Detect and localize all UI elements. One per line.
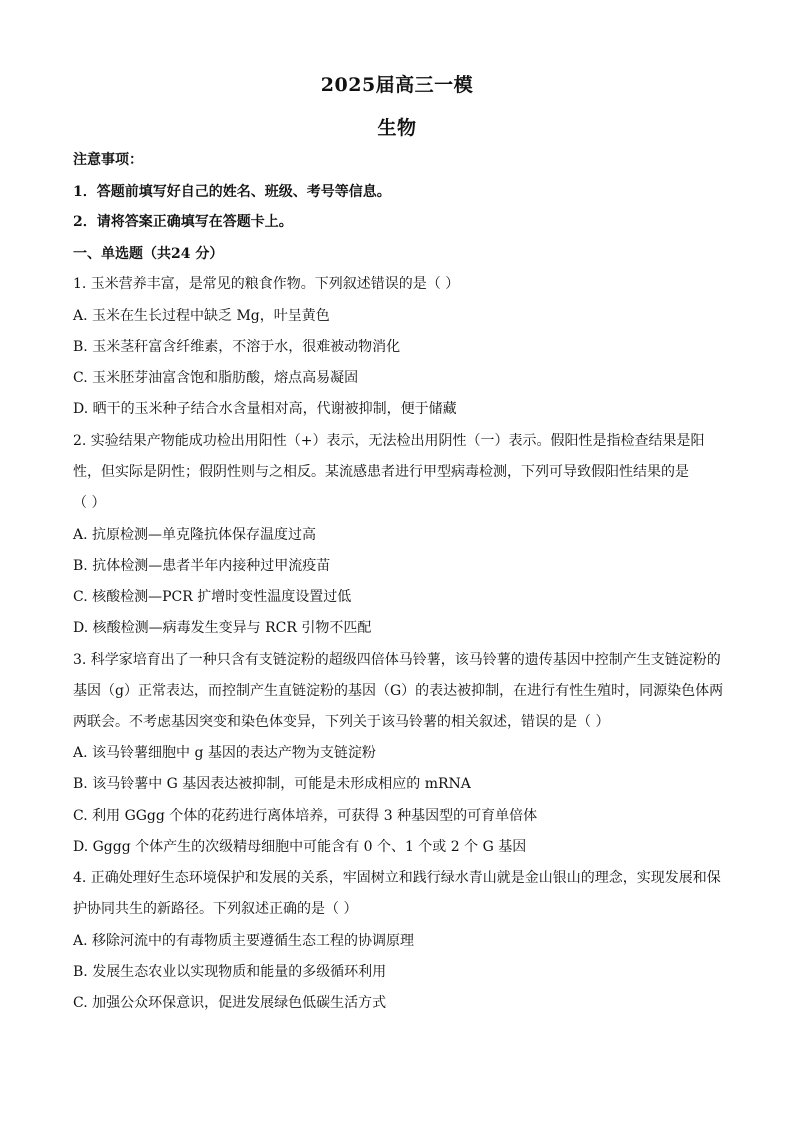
- question-2-option-a: A. 抗原检测—单克隆抗体保存温度过高: [73, 527, 317, 543]
- notice-item-2: 2．请将答案正确填写在答题卡上。: [73, 214, 293, 230]
- question-3-option-c: C. 利用 GGgg 个体的花药进行离体培养，可获得 3 种基因型的可育单倍体: [73, 808, 538, 824]
- exam-title: 2025届高三一模: [320, 74, 474, 96]
- question-3-stem-line-1: 3. 科学家培育出了一种只含有支链淀粉的超级四倍体马铃薯，该马铃薯的遗传基因中控制产生支链淀粉的: [73, 652, 721, 668]
- question-1-option-b: B. 玉米茎秆富含纤维素，不溶于水，很难被动物消化: [73, 339, 401, 355]
- notice-item-1: 1．答题前填写好自己的姓名、班级、考号等信息。: [73, 184, 391, 200]
- question-3-option-d: D. Gggg 个体产生的次级精母细胞中可能含有 0 个、1 个或 2 个 G 基因: [73, 839, 527, 855]
- section-heading: 一、单选题（共24 分）: [73, 246, 224, 262]
- question-2-option-b: B. 抗体检测—患者半年内接种过甲流疫苗: [73, 558, 331, 574]
- question-2-stem-line-2: 性，但实际是阴性；假阴性则与之相反。某流感患者进行甲型病毒检测，下列可导致假阳性结果的是: [73, 464, 689, 480]
- question-3-stem-line-2: 基因（g）正常表达，而控制产生直链淀粉的基因（G）的表达被抑制，在进行有性生殖时，同源染色体两: [73, 683, 724, 699]
- question-2-stem-line-1: 2. 实验结果产物能成功检出用阳性（+）表示，无法检出用阴性（一）表示。假阳性是指检查结果是阳: [73, 433, 705, 449]
- subject-title: 生物: [377, 117, 417, 139]
- question-3-option-b: B. 该马铃薯中 G 基因表达被抑制，可能是未形成相应的 mRNA: [73, 776, 471, 792]
- question-2-stem-line-3: （ ）: [73, 495, 106, 511]
- question-3-option-a: A. 该马铃薯细胞中 g 基因的表达产物为支链淀粉: [73, 745, 376, 761]
- notice-heading: 注意事项：: [73, 152, 143, 168]
- question-4-option-c: C. 加强公众环保意识，促进发展绿色低碳生活方式: [73, 995, 387, 1011]
- question-4-option-b: B. 发展生态农业以实现物质和能量的多级循环利用: [73, 964, 387, 980]
- question-3-stem-line-3: 两联会。不考虑基因突变和染色体变异，下列关于该马铃薯的相关叙述，错误的是（ ）: [73, 714, 610, 730]
- question-4-stem-line-1: 4. 正确处理好生态环境保护和发展的关系，牢固树立和践行绿水青山就是金山银山的理念，实现发展和保: [73, 870, 721, 886]
- question-4-option-a: A. 移除河流中的有毒物质主要遵循生态工程的协调原理: [73, 933, 415, 949]
- question-1-option-a: A. 玉米在生长过程中缺乏 Mg，叶呈黄色: [73, 308, 330, 324]
- question-2-option-d: D. 核酸检测—病毒发生变异与 RCR 引物不匹配: [73, 620, 372, 636]
- question-1-option-c: C. 玉米胚芽油富含饱和脂肪酸，熔点高易凝固: [73, 370, 359, 386]
- question-1-option-d: D. 晒干的玉米种子结合水含量相对高，代谢被抑制，便于储藏: [73, 401, 457, 417]
- question-2-option-c: C. 核酸检测—PCR 扩增时变性温度设置过低: [73, 589, 352, 605]
- question-1-stem: 1. 玉米营养丰富，是常见的粮食作物。下列叙述错误的是（ ）: [73, 276, 460, 292]
- question-4-stem-line-2: 护协同共生的新路径。下列叙述正确的是（ ）: [73, 901, 358, 917]
